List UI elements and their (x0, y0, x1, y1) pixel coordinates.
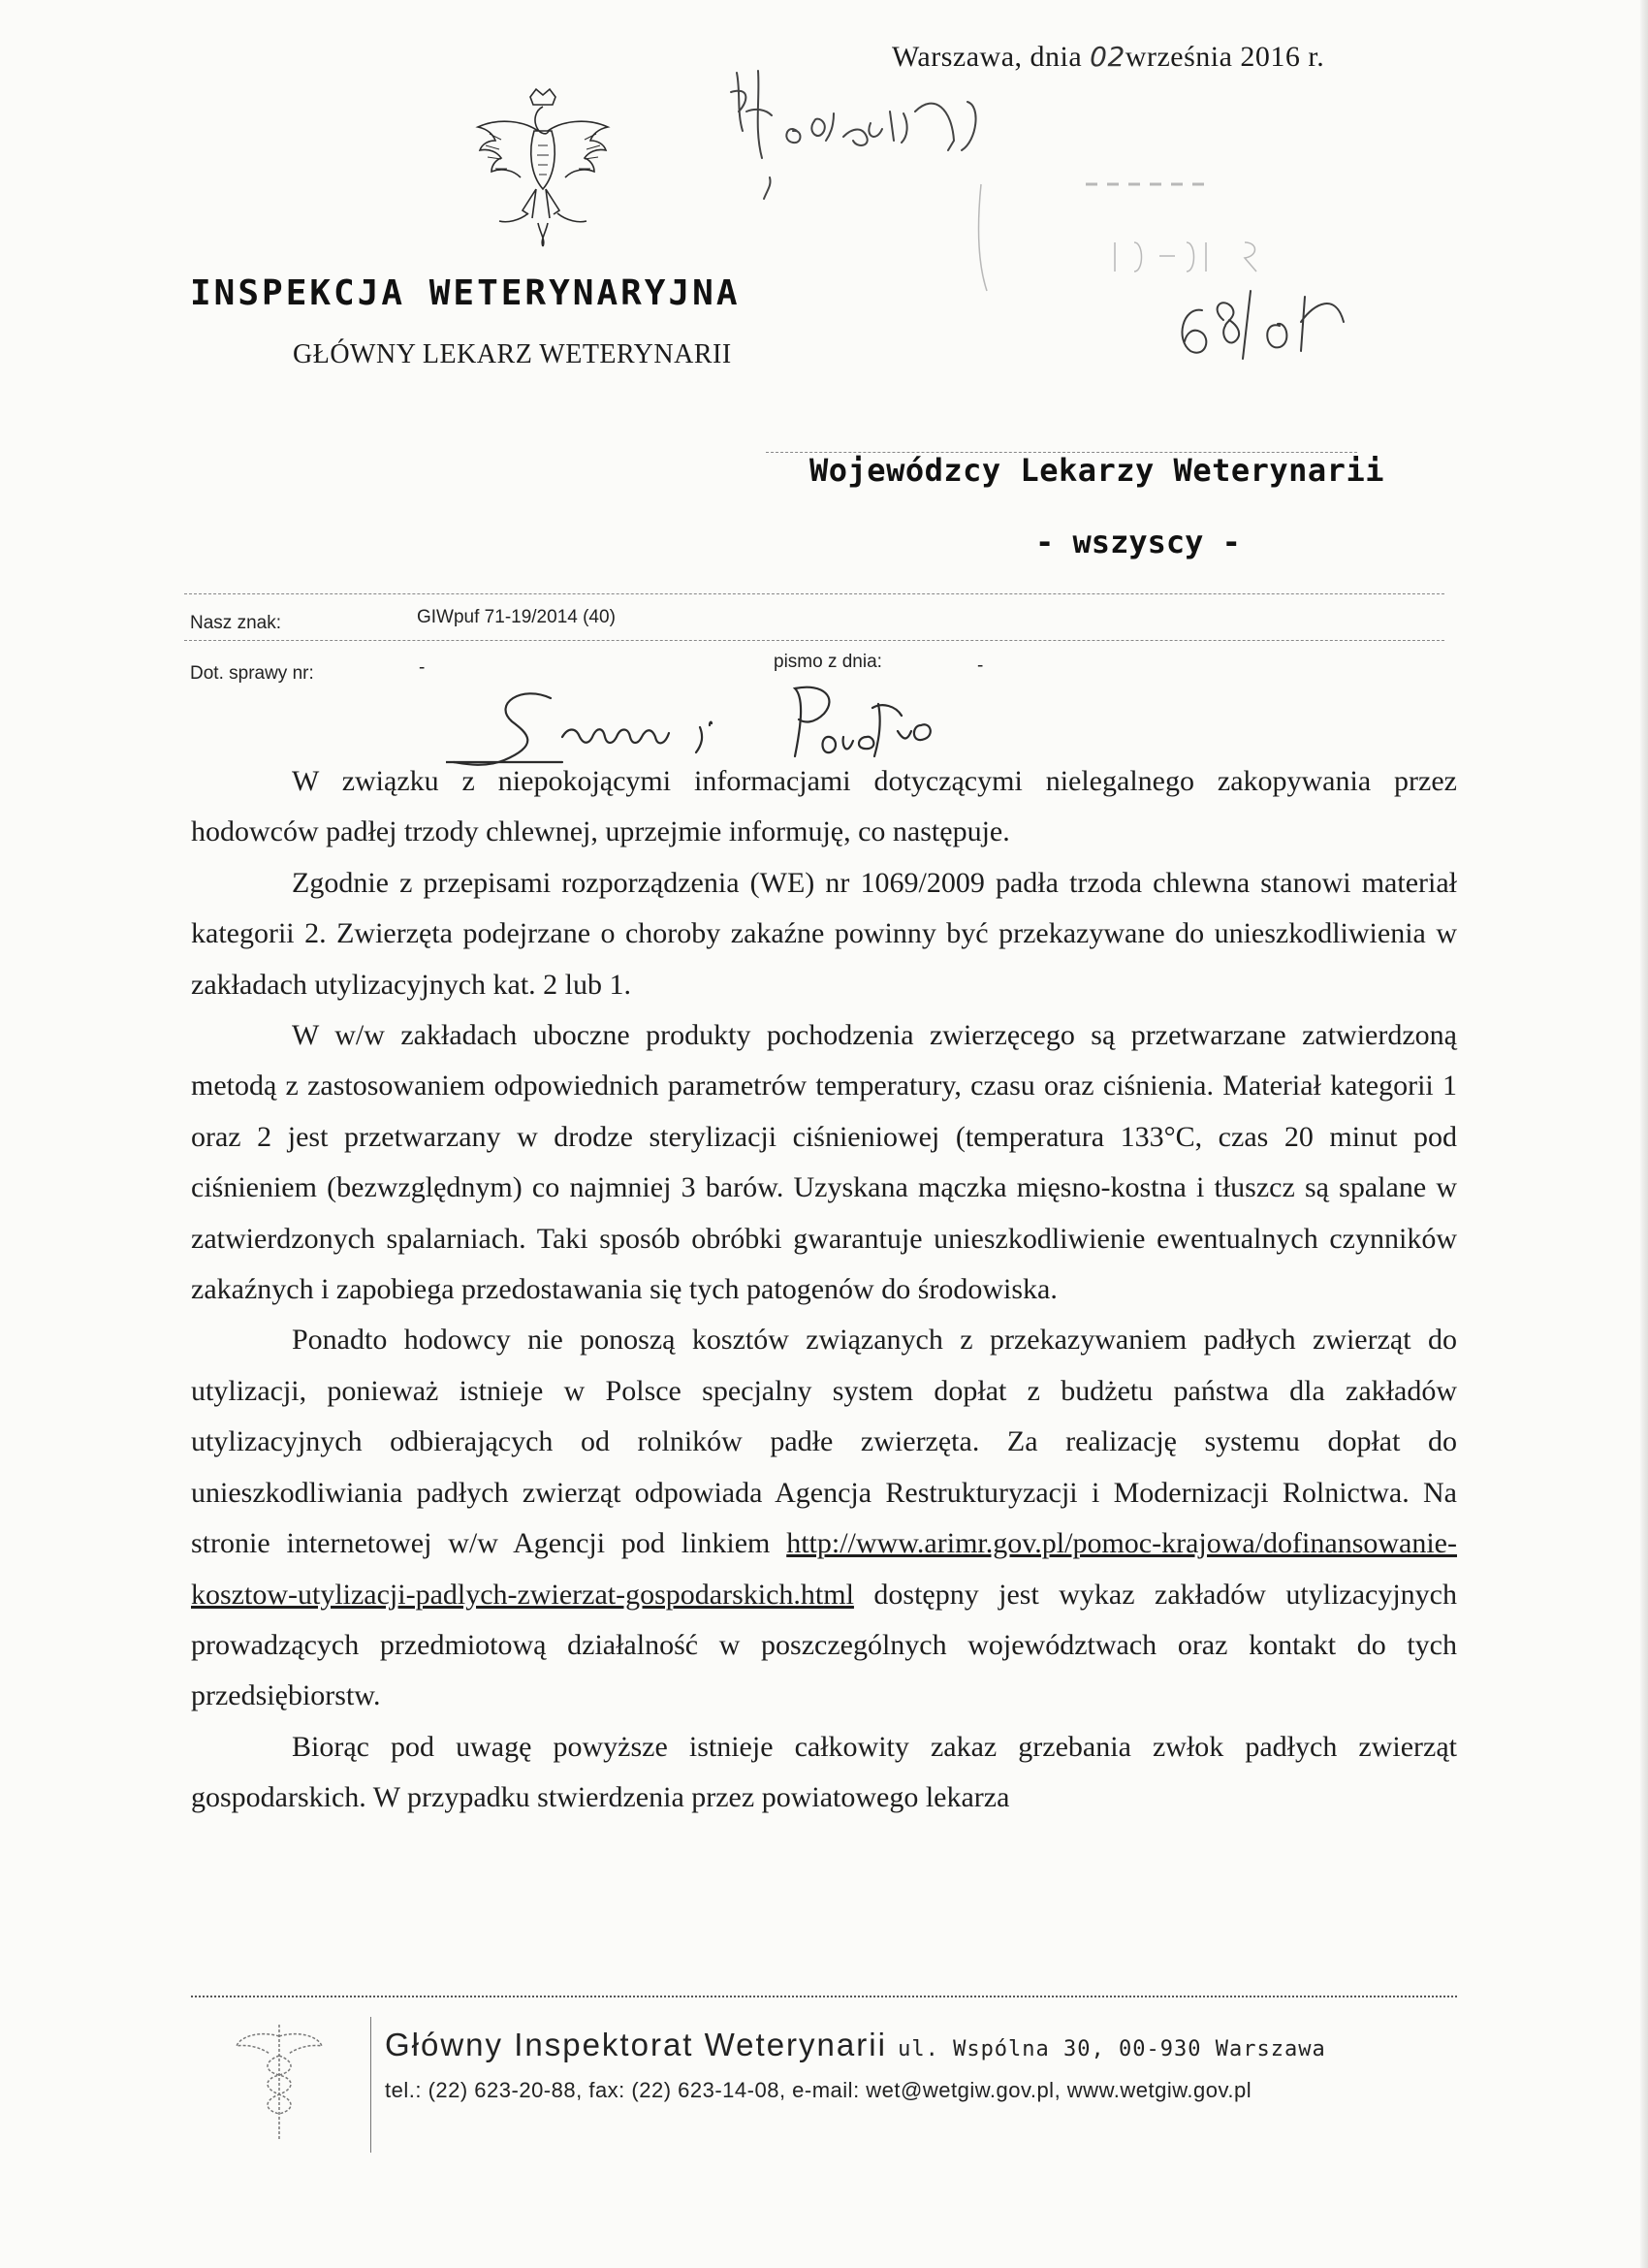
paragraph-1: W związku z niepokojącymi informacjami dotyczącymi nielegalnego zakopywania przez hodowców padłej trzody chlewnej, uprzejmie informuję, co następuje. (191, 765, 1457, 848)
paragraph-4-start: Ponadto hodowcy nie ponoszą kosztów związanych z przekazywaniem padłych zwierząt do utylizacji, ponieważ istnieje w Polsce specjalny system dopłat z budżetu państwa dla zakładów utylizacyjnych odbierających od rolników padłe zwierzęta. Za realizację systemu dopłat do unieszkodliwiania padłych zwierząt odpowiada Agencja Restrukturyzacji i Modernizacji Rolnictwa. Na stronie internetowej w/w Agencji pod linkiem (191, 1324, 1457, 1560)
paragraph-4-end: dostępny jest wykaz zakładów utylizacyjnych prowadzących przedmiotową działalność w poszczególnych województwach oraz kontakt do tych przedsiębiorstw. (191, 1578, 1457, 1712)
scan-edge (1640, 0, 1648, 2268)
case-number-value: - (419, 657, 426, 678)
org-subtitle: GŁÓWNY LEKARZ WETERYNARII (293, 339, 732, 369)
footer-divider (370, 2017, 371, 2153)
footer-address: ul. Wspólna 30, 00-930 Warszawa (898, 2037, 1326, 2061)
footer-org-name: Główny Inspektorat Weterynarii (385, 2027, 887, 2062)
paragraph-5: Biorąc pod uwagę powyższe istnieje całkowity zakaz grzebania zwłok padłych zwierząt gospodarskich. W przypadku stwierdzenia przez powiatowego lekarza (191, 1730, 1457, 1814)
letter-body (191, 756, 1457, 1824)
footer-org-line (385, 2027, 1326, 2063)
letter-date-label: pismo z dnia: (774, 652, 882, 672)
paragraph-3: W w/w zakładach uboczne produkty pochodzenia zwierzęcego są przetwarzane zatwierdzoną metodą z zastosowaniem odpowiednich parametrów temperatury, czasu oraz ciśnienia. Materiał kategorii 1 oraz 2 jest przetwarzany w drodze sterylizacji ciśnieniowej (temperatura 133°C, czas 20 minut pod ciśnieniem (bezwzględnym) co najmniej 3 barów. Uzyskana mączka mięsno-kostna i tłuszcz są spalane w zatwierdzonych spalarniach. Taki sposób obróbki gwarantuje unieszkodliwienie ewentualnych czynników zakaźnych i zapobiega przedostawania się tych patogenów do środowiska. (191, 1019, 1457, 1306)
date-prefix: Warszawa, dnia (892, 41, 1083, 73)
case-number-label: Dot. sprawy nr: (190, 663, 314, 684)
footer-rule (191, 1996, 1457, 1997)
letter-date-value: - (977, 655, 984, 676)
reference-top-rule (184, 593, 1444, 594)
recipient-line-2: - wszyscy - (1035, 524, 1241, 560)
polish-eagle-emblem-icon (470, 87, 616, 247)
footer-contact: tel.: (22) 623-20-88, fax: (22) 623-14-08, e-mail: wet@wetgiw.gov.pl, www.wetgiw.gov.pl (385, 2078, 1252, 2102)
date-day-handwritten: 02 (1090, 41, 1125, 73)
reference-mid-rule (184, 640, 1444, 641)
arimr-link[interactable]: http://www.arimr.gov.pl/pomoc-krajowa/dofinansowanie-kosztow-utylizacji-padlych-zwierzat-gospodarskich.html (191, 1527, 1457, 1611)
date-suffix: września 2016 r. (1125, 41, 1325, 73)
our-ref-value: GIWpuf 71-19/2014 (40) (417, 607, 616, 627)
org-title: INSPEKCJA WETERYNARYJNA (190, 273, 741, 313)
handwritten-salutation (446, 669, 1008, 766)
caduceus-icon (231, 2017, 328, 2143)
paragraph-4 (191, 1315, 1457, 1721)
paragraph-2: Zgodnie z przepisami rozporządzenia (WE) nr 1069/2009 padła trzoda chlewna stanowi materiał kategorii 2. Zwierzęta podejrzane o choroby zakaźne powinny być przekazywane do unieszkodliwienia w zakładach utylizacyjnych kat. 2 lub 1. (191, 866, 1457, 1001)
recipient-line-1: Wojewódzcy Lekarzy Weterynarii (809, 452, 1384, 489)
registry-stamp (969, 145, 1454, 398)
our-ref-label: Nasz znak: (190, 613, 281, 633)
